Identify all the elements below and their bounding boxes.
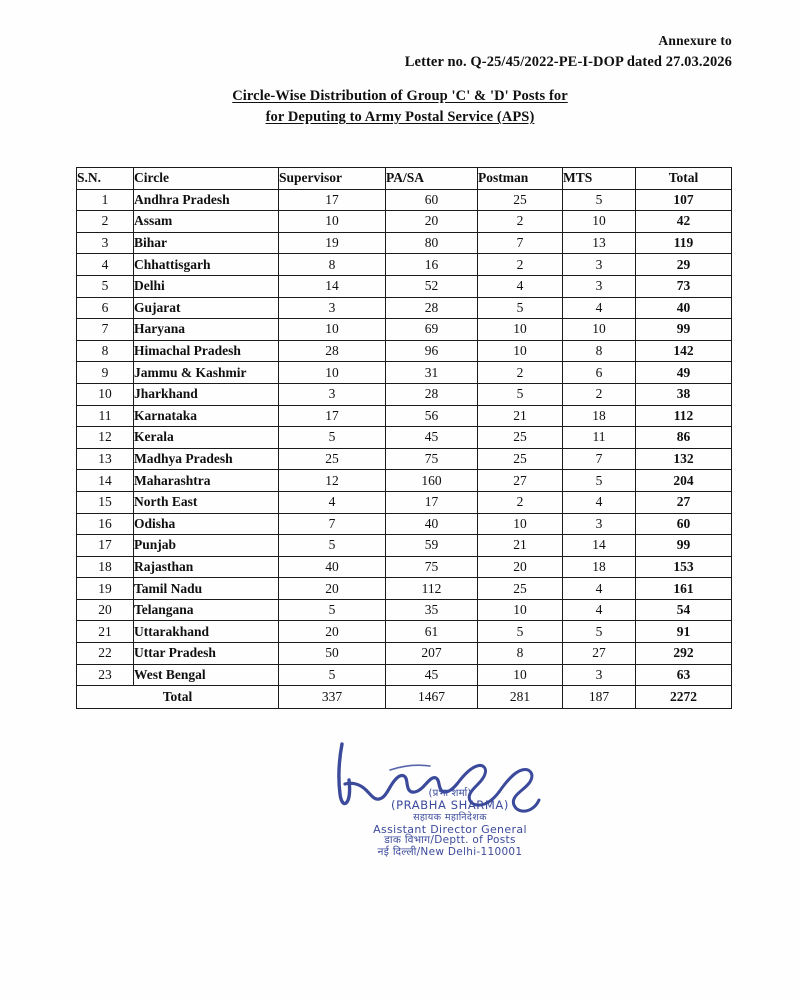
- row-postman-count: 8: [478, 643, 563, 665]
- letter-reference: Letter no. Q-25/45/2022-PE-I-DOP dated 27.03.2026: [404, 54, 732, 70]
- row-postman-count: 10: [478, 664, 563, 686]
- signature-name-hindi: (प्रभा शर्मा): [428, 788, 472, 799]
- row-total-count: 112: [636, 405, 732, 427]
- column-header-mts: MTS: [563, 168, 636, 190]
- row-postman-count: 25: [478, 448, 563, 470]
- row-supervisor-count: 3: [279, 297, 386, 319]
- table-row: [77, 297, 732, 319]
- row-mts-count: 4: [563, 578, 636, 600]
- row-serial-number: 23: [77, 664, 134, 686]
- total-mts: 187: [563, 686, 636, 709]
- row-pasa-count: 31: [386, 362, 478, 384]
- row-serial-number: 15: [77, 491, 134, 513]
- row-circle-name: Andhra Pradesh: [134, 189, 279, 211]
- row-circle-name: Assam: [134, 211, 279, 233]
- row-postman-count: 5: [478, 383, 563, 405]
- row-supervisor-count: 7: [279, 513, 386, 535]
- row-circle-name: Jharkhand: [134, 383, 279, 405]
- row-pasa-count: 56: [386, 405, 478, 427]
- row-serial-number: 8: [77, 340, 134, 362]
- row-total-count: 38: [636, 383, 732, 405]
- table-row: [77, 211, 732, 233]
- row-supervisor-count: 4: [279, 491, 386, 513]
- row-mts-count: 2: [563, 383, 636, 405]
- row-circle-name: Tamil Nadu: [134, 578, 279, 600]
- row-pasa-count: 35: [386, 599, 478, 621]
- row-circle-name: Maharashtra: [134, 470, 279, 492]
- row-total-count: 27: [636, 491, 732, 513]
- row-total-count: 86: [636, 427, 732, 449]
- row-serial-number: 6: [77, 297, 134, 319]
- designation-english: Assistant Director General: [373, 822, 527, 836]
- row-total-count: 73: [636, 275, 732, 297]
- row-supervisor-count: 10: [279, 319, 386, 341]
- signature-block: [330, 726, 570, 866]
- row-postman-count: 25: [478, 427, 563, 449]
- row-postman-count: 10: [478, 599, 563, 621]
- row-supervisor-count: 20: [279, 621, 386, 643]
- row-mts-count: 7: [563, 448, 636, 470]
- row-circle-name: Bihar: [134, 232, 279, 254]
- row-circle-name: Rajasthan: [134, 556, 279, 578]
- row-total-count: 99: [636, 535, 732, 557]
- row-pasa-count: 69: [386, 319, 478, 341]
- row-mts-count: 4: [563, 491, 636, 513]
- row-mts-count: 3: [563, 513, 636, 535]
- row-postman-count: 2: [478, 211, 563, 233]
- total-row-label: Total: [77, 686, 279, 709]
- row-supervisor-count: 5: [279, 427, 386, 449]
- row-postman-count: 10: [478, 513, 563, 535]
- row-mts-count: 3: [563, 275, 636, 297]
- row-supervisor-count: 3: [279, 383, 386, 405]
- row-serial-number: 17: [77, 535, 134, 557]
- row-total-count: 29: [636, 254, 732, 276]
- row-circle-name: Odisha: [134, 513, 279, 535]
- table-header-row: [77, 168, 732, 190]
- row-serial-number: 2: [77, 211, 134, 233]
- row-total-count: 42: [636, 211, 732, 233]
- row-supervisor-count: 5: [279, 664, 386, 686]
- row-supervisor-count: 17: [279, 189, 386, 211]
- row-serial-number: 19: [77, 578, 134, 600]
- row-mts-count: 10: [563, 319, 636, 341]
- row-total-count: 49: [636, 362, 732, 384]
- column-header-supervisor: Supervisor: [279, 168, 386, 190]
- row-serial-number: 22: [77, 643, 134, 665]
- column-header-pasa: PA/SA: [386, 168, 478, 190]
- table-row: [77, 535, 732, 557]
- table-row: [77, 664, 732, 686]
- row-serial-number: 14: [77, 470, 134, 492]
- row-mts-count: 18: [563, 405, 636, 427]
- row-total-count: 91: [636, 621, 732, 643]
- row-supervisor-count: 8: [279, 254, 386, 276]
- row-circle-name: Madhya Pradesh: [134, 448, 279, 470]
- row-postman-count: 7: [478, 232, 563, 254]
- row-circle-name: West Bengal: [134, 664, 279, 686]
- row-total-count: 153: [636, 556, 732, 578]
- department-line: डाक विभाग/Deptt. of Posts: [384, 834, 516, 846]
- row-pasa-count: 75: [386, 448, 478, 470]
- row-postman-count: 20: [478, 556, 563, 578]
- designation-hindi: सहायक महानिदेशक: [413, 812, 487, 823]
- row-mts-count: 6: [563, 362, 636, 384]
- row-mts-count: 5: [563, 621, 636, 643]
- row-pasa-count: 160: [386, 470, 478, 492]
- annexure-label: Annexure to: [658, 33, 732, 48]
- row-serial-number: 3: [77, 232, 134, 254]
- page-title: [0, 86, 800, 128]
- row-serial-number: 18: [77, 556, 134, 578]
- row-circle-name: Uttarakhand: [134, 621, 279, 643]
- signature-name-english: (PRABHA SHARMA): [391, 797, 509, 812]
- row-supervisor-count: 14: [279, 275, 386, 297]
- row-total-count: 107: [636, 189, 732, 211]
- row-supervisor-count: 40: [279, 556, 386, 578]
- row-serial-number: 12: [77, 427, 134, 449]
- row-pasa-count: 80: [386, 232, 478, 254]
- row-mts-count: 4: [563, 599, 636, 621]
- table-row: [77, 362, 732, 384]
- row-pasa-count: 28: [386, 383, 478, 405]
- row-pasa-count: 40: [386, 513, 478, 535]
- row-pasa-count: 52: [386, 275, 478, 297]
- signature-text-lines: [330, 788, 570, 858]
- row-pasa-count: 61: [386, 621, 478, 643]
- total-supervisor: 337: [279, 686, 386, 709]
- row-supervisor-count: 5: [279, 535, 386, 557]
- row-postman-count: 27: [478, 470, 563, 492]
- row-total-count: 161: [636, 578, 732, 600]
- distribution-table: [76, 167, 732, 709]
- row-total-count: 40: [636, 297, 732, 319]
- row-postman-count: 10: [478, 340, 563, 362]
- row-circle-name: Jammu & Kashmir: [134, 362, 279, 384]
- document-header: [60, 32, 732, 72]
- row-total-count: 54: [636, 599, 732, 621]
- row-supervisor-count: 5: [279, 599, 386, 621]
- row-circle-name: Gujarat: [134, 297, 279, 319]
- row-serial-number: 13: [77, 448, 134, 470]
- table-row: [77, 491, 732, 513]
- row-mts-count: 14: [563, 535, 636, 557]
- row-supervisor-count: 17: [279, 405, 386, 427]
- row-pasa-count: 96: [386, 340, 478, 362]
- row-circle-name: Uttar Pradesh: [134, 643, 279, 665]
- title-line-1: Circle-Wise Distribution of Group 'C' & 'D' Posts for: [232, 88, 568, 104]
- row-total-count: 292: [636, 643, 732, 665]
- row-mts-count: 18: [563, 556, 636, 578]
- row-total-count: 119: [636, 232, 732, 254]
- row-postman-count: 21: [478, 405, 563, 427]
- row-mts-count: 10: [563, 211, 636, 233]
- row-supervisor-count: 50: [279, 643, 386, 665]
- row-mts-count: 13: [563, 232, 636, 254]
- row-pasa-count: 28: [386, 297, 478, 319]
- row-supervisor-count: 10: [279, 362, 386, 384]
- row-postman-count: 25: [478, 578, 563, 600]
- row-total-count: 99: [636, 319, 732, 341]
- column-header-sn: S.N.: [77, 168, 134, 190]
- row-circle-name: Delhi: [134, 275, 279, 297]
- row-supervisor-count: 25: [279, 448, 386, 470]
- table-row: [77, 427, 732, 449]
- row-total-count: 63: [636, 664, 732, 686]
- row-supervisor-count: 12: [279, 470, 386, 492]
- row-pasa-count: 17: [386, 491, 478, 513]
- row-pasa-count: 60: [386, 189, 478, 211]
- row-pasa-count: 112: [386, 578, 478, 600]
- table-row: [77, 254, 732, 276]
- column-header-postman: Postman: [478, 168, 563, 190]
- row-serial-number: 21: [77, 621, 134, 643]
- table-row: [77, 383, 732, 405]
- table-row: [77, 599, 732, 621]
- row-supervisor-count: 20: [279, 578, 386, 600]
- row-serial-number: 10: [77, 383, 134, 405]
- table-row: [77, 556, 732, 578]
- table-header: [77, 168, 732, 190]
- row-postman-count: 2: [478, 254, 563, 276]
- row-postman-count: 25: [478, 189, 563, 211]
- table-row: [77, 275, 732, 297]
- row-serial-number: 5: [77, 275, 134, 297]
- row-postman-count: 5: [478, 621, 563, 643]
- row-total-count: 132: [636, 448, 732, 470]
- table-row: [77, 470, 732, 492]
- row-mts-count: 3: [563, 254, 636, 276]
- row-total-count: 142: [636, 340, 732, 362]
- table-row: [77, 621, 732, 643]
- row-postman-count: 10: [478, 319, 563, 341]
- row-postman-count: 21: [478, 535, 563, 557]
- row-mts-count: 4: [563, 297, 636, 319]
- row-serial-number: 4: [77, 254, 134, 276]
- row-total-count: 204: [636, 470, 732, 492]
- row-pasa-count: 207: [386, 643, 478, 665]
- row-serial-number: 16: [77, 513, 134, 535]
- row-circle-name: Himachal Pradesh: [134, 340, 279, 362]
- row-circle-name: North East: [134, 491, 279, 513]
- row-postman-count: 5: [478, 297, 563, 319]
- table-row: [77, 578, 732, 600]
- row-pasa-count: 20: [386, 211, 478, 233]
- row-pasa-count: 45: [386, 664, 478, 686]
- row-total-count: 60: [636, 513, 732, 535]
- row-pasa-count: 75: [386, 556, 478, 578]
- table-row: [77, 232, 732, 254]
- table-row: [77, 448, 732, 470]
- row-mts-count: 27: [563, 643, 636, 665]
- row-serial-number: 7: [77, 319, 134, 341]
- column-header-total: Total: [636, 168, 732, 190]
- row-mts-count: 8: [563, 340, 636, 362]
- row-circle-name: Kerala: [134, 427, 279, 449]
- row-postman-count: 2: [478, 491, 563, 513]
- row-pasa-count: 16: [386, 254, 478, 276]
- address-line: नई दिल्ली/New Delhi-110001: [377, 845, 523, 858]
- table-total-row: [77, 686, 732, 709]
- row-circle-name: Punjab: [134, 535, 279, 557]
- row-pasa-count: 45: [386, 427, 478, 449]
- row-circle-name: Karnataka: [134, 405, 279, 427]
- row-postman-count: 4: [478, 275, 563, 297]
- row-circle-name: Haryana: [134, 319, 279, 341]
- table-row: [77, 405, 732, 427]
- grand-total: 2272: [636, 686, 732, 709]
- row-mts-count: 5: [563, 189, 636, 211]
- title-line-2: for Deputing to Army Postal Service (APS): [265, 109, 535, 125]
- row-mts-count: 11: [563, 427, 636, 449]
- table-body: [77, 189, 732, 709]
- row-mts-count: 5: [563, 470, 636, 492]
- row-mts-count: 3: [563, 664, 636, 686]
- distribution-table-wrapper: [76, 167, 731, 709]
- table-row: [77, 643, 732, 665]
- row-serial-number: 9: [77, 362, 134, 384]
- table-row: [77, 189, 732, 211]
- row-pasa-count: 59: [386, 535, 478, 557]
- table-row: [77, 319, 732, 341]
- row-serial-number: 1: [77, 189, 134, 211]
- row-supervisor-count: 10: [279, 211, 386, 233]
- table-row: [77, 340, 732, 362]
- row-circle-name: Telangana: [134, 599, 279, 621]
- row-serial-number: 11: [77, 405, 134, 427]
- table-row: [77, 513, 732, 535]
- row-supervisor-count: 19: [279, 232, 386, 254]
- total-postman: 281: [478, 686, 563, 709]
- column-header-circle: Circle: [134, 168, 279, 190]
- row-circle-name: Chhattisgarh: [134, 254, 279, 276]
- row-supervisor-count: 28: [279, 340, 386, 362]
- row-serial-number: 20: [77, 599, 134, 621]
- total-pasa: 1467: [386, 686, 478, 709]
- row-postman-count: 2: [478, 362, 563, 384]
